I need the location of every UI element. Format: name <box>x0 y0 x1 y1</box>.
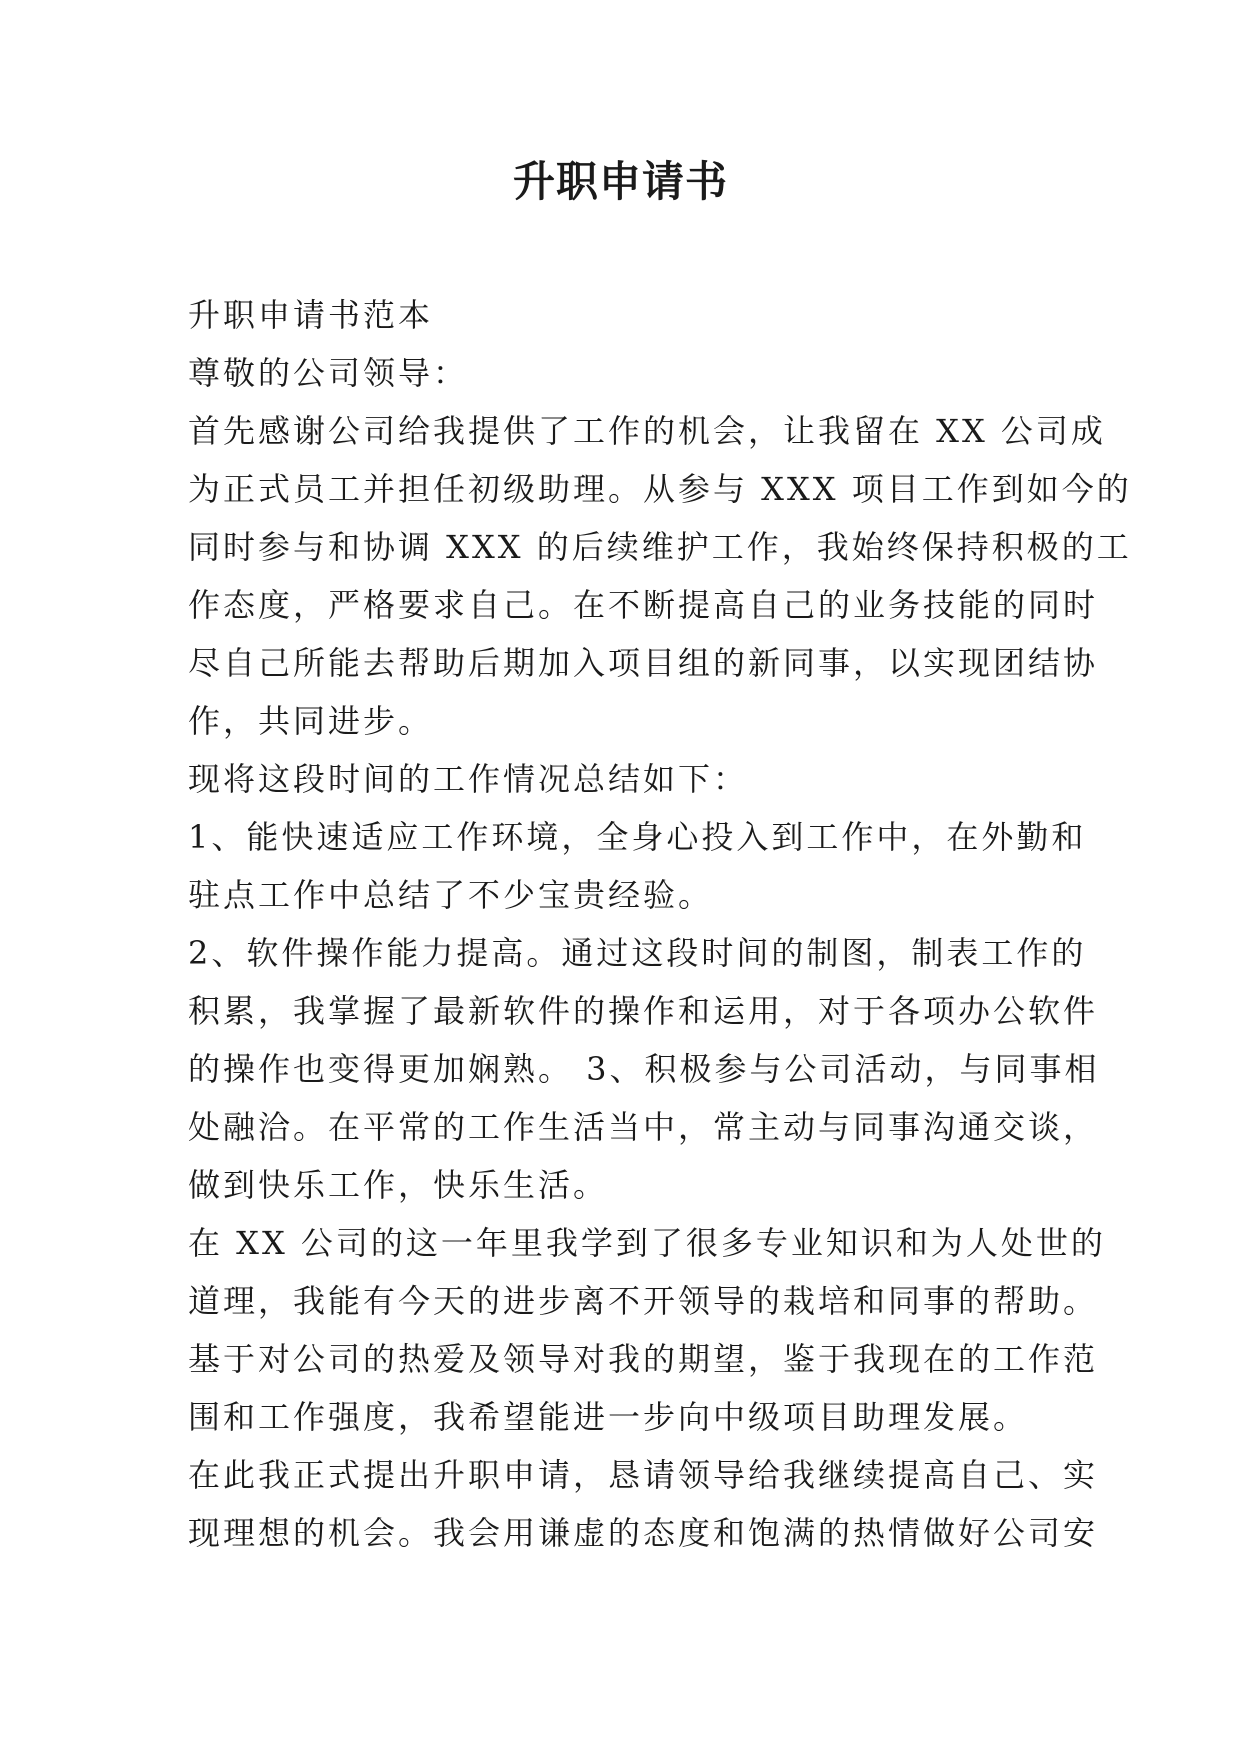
body-line: 作态度，严格要求自己。在不断提高自己的业务技能的同时 <box>188 586 1099 624</box>
body-line: 在此我正式提出升职申请，恳请领导给我继续提高自己、实 <box>188 1456 1099 1494</box>
body-line: 基于对公司的热爱及领导对我的期望，鉴于我现在的工作范 <box>188 1340 1099 1378</box>
body-line: 首先感谢公司给我提供了工作的机会，让我留在 XX 公司成 <box>188 412 1106 450</box>
body-line: 2、软件操作能力提高。通过这段时间的制图，制表工作的 <box>188 934 1087 972</box>
body-line: 在 XX 公司的这一年里我学到了很多专业知识和为人处世的 <box>188 1224 1106 1262</box>
body-line: 驻点工作中总结了不少宝贵经验。 <box>188 876 714 914</box>
document-body <box>188 286 1132 1562</box>
body-line: 同时参与和协调 XXX 的后续维护工作，我始终保持积极的工 <box>188 528 1132 566</box>
body-line: 现将这段时间的工作情况总结如下： <box>188 760 749 798</box>
body-line: 尊敬的公司领导： <box>188 354 469 392</box>
body-line: 作，共同进步。 <box>188 702 434 740</box>
body-line: 为正式员工并担任初级助理。从参与 XXX 项目工作到如今的 <box>188 470 1132 508</box>
body-line: 积累，我掌握了最新软件的操作和运用，对于各项办公软件 <box>188 992 1099 1030</box>
body-line: 做到快乐工作，快乐生活。 <box>188 1166 609 1204</box>
body-line: 围和工作强度，我希望能进一步向中级项目助理发展。 <box>188 1398 1029 1436</box>
body-line: 现理想的机会。我会用谦虚的态度和饱满的热情做好公司安 <box>188 1514 1099 1552</box>
document-title: 升职申请书 <box>512 157 728 206</box>
body-line: 尽自己所能去帮助后期加入项目组的新同事，以实现团结协 <box>188 644 1099 682</box>
body-line: 1、能快速适应工作环境，全身心投入到工作中，在外勤和 <box>188 818 1087 856</box>
body-line: 的操作也变得更加娴熟。 3、积极参与公司活动，与同事相 <box>188 1050 1100 1088</box>
body-line: 道理，我能有今天的进步离不开领导的栽培和同事的帮助。 <box>188 1282 1099 1320</box>
body-line: 升职申请书范本 <box>188 296 434 334</box>
body-line: 处融洽。在平常的工作生活当中，常主动与同事沟通交谈， <box>188 1108 1099 1146</box>
